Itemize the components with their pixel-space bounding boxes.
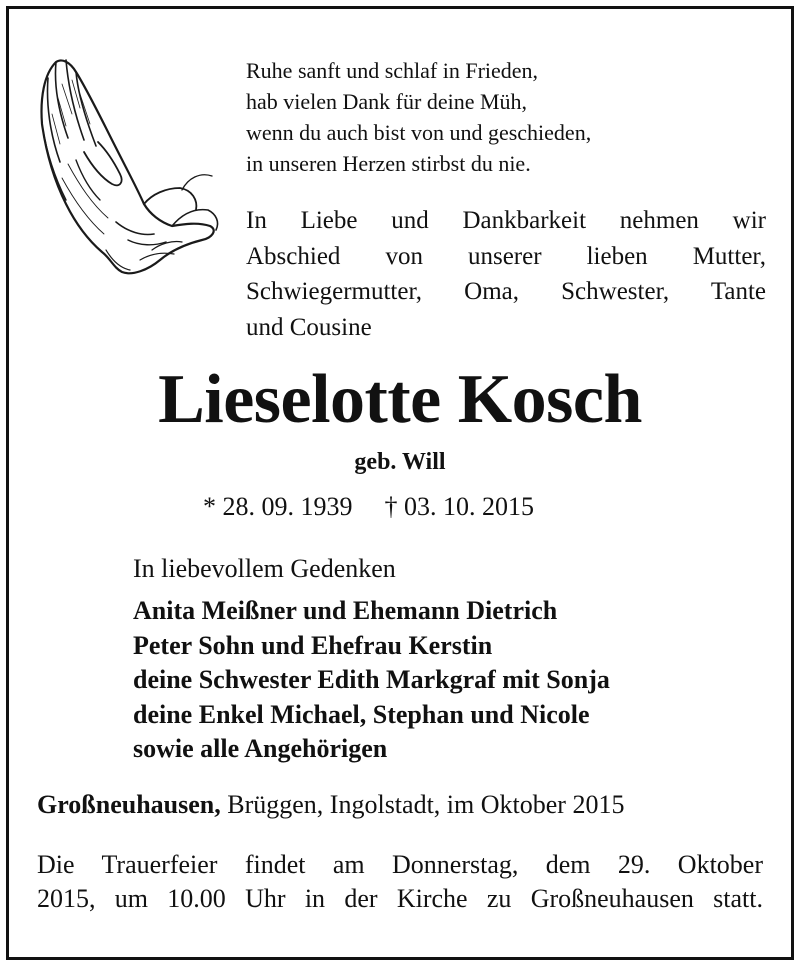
mourner: deine Schwester Edith Markgraf mit Sonja <box>133 665 610 694</box>
mourner: Anita Meißner und Ehemann Dietrich <box>133 596 558 625</box>
poem <box>246 55 591 179</box>
mourner: deine Enkel Michael, Stephan und Nicole <box>133 699 590 729</box>
funeral-line: Die Trauerfeier findet am Donnerstag, dem 29. Oktober <box>37 850 763 879</box>
poem-line: in unseren Herzen stirbst du nie. <box>246 151 531 176</box>
intro-line: und Cousine <box>246 313 372 341</box>
praying-hands-icon <box>32 54 222 284</box>
funeral-line: 2015, um 10.00 Uhr in der Kirche zu Großneuhausen statt. <box>37 884 763 913</box>
intro-text <box>246 203 766 345</box>
funeral-notice <box>37 848 763 916</box>
life-dates <box>203 490 534 524</box>
death-date: † 03. 10. 2015 <box>384 492 534 521</box>
intro-line: Abschied von unserer lieben Mutter, <box>246 242 766 270</box>
memory-line: In liebevollem Gedenken <box>133 554 396 583</box>
mourners-list <box>133 594 610 767</box>
places-line <box>37 788 624 822</box>
main-place: Großneuhausen, <box>37 790 221 819</box>
mourner: sowie alle Angehörigen <box>133 734 388 763</box>
other-places: Brüggen, Ingolstadt, im Oktober 2015 <box>220 790 625 819</box>
intro-line: Schwiegermutter, Oma, Schwester, Tante <box>246 278 766 305</box>
poem-line: hab vielen Dank für deine Müh, <box>246 89 528 114</box>
intro-line: In Liebe und Dankbarkeit nehmen wir <box>246 207 766 234</box>
mourner: Peter Sohn und Ehefrau Kerstin <box>133 630 493 660</box>
deceased-name: Lieselotte Kosch <box>158 361 642 438</box>
poem-line: Ruhe sanft und schlaf in Frieden, <box>246 58 539 83</box>
birth-date: * 28. 09. 1939 <box>203 492 353 521</box>
poem-line: wenn du auch bist von und geschieden, <box>246 120 592 145</box>
maiden-name: geb. Will <box>354 449 446 475</box>
